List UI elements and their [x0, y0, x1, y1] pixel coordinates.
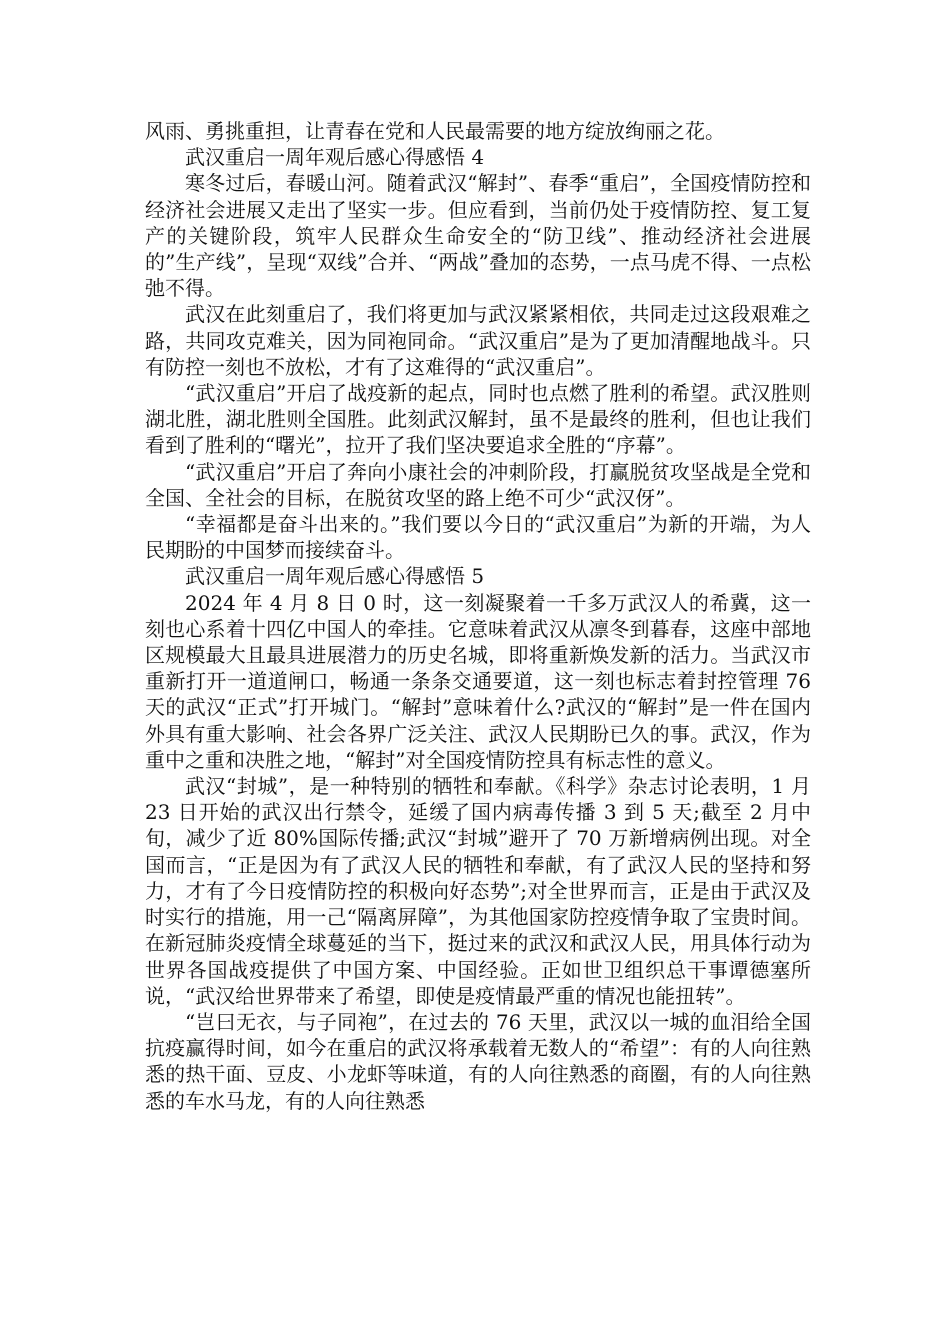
paragraph: “幸福都是奋斗出来的。”我们要以今日的“武汉重启”为新的开端，为人民期盼的中国梦而接续奋斗。	[145, 512, 811, 563]
paragraph: 武汉在此刻重启了，我们将更加与武汉紧紧相依，共同走过这段艰难之路，共同攻克难关，因为同袍同命。“武汉重启”是为了更加清醒地战斗。只有防控一刻也不放松，才有了这难得的“武汉重启”。	[145, 302, 811, 379]
paragraph: 寒冬过后，春暖山河。随着武汉“解封”、春季“重启”，全国疫情防控和经济社会进展又走出了坚实一步。但应看到，当前仍处于疫情防控、复工复产的关键阶段，筑牢人民群众生命安全的“防卫线”、推动经济社会进展的”生产线”，呈现“双线”合并、“两战”叠加的态势，一点马虎不得、一点松弛不得。	[145, 171, 811, 301]
paragraph: “武汉重启”开启了战疫新的起点，同时也点燃了胜利的希望。武汉胜则湖北胜，湖北胜则全国胜。此刻武汉解封，虽不是最终的胜利，但也让我们看到了胜利的“曙光”，拉开了我们坚决要追求全胜的“序幕”。	[145, 381, 811, 458]
section-heading-5: 武汉重启一周年观后感心得感悟 5	[185, 564, 485, 589]
paragraph: 武汉“封城”，是一种特别的牺牲和奉献。《科学》杂志讨论表明，1 月 23 日开始的武汉出行禁令，延缓了国内病毒传播 3 到 5 天;截至 2 月中旬，减少了近 80%国际传播;武汉“封城”避开了 70 万新增病例出现。对全国而言，“正是因为有了武汉人民的牺牲和奉献，有了武汉人民的坚持和努力，才有了今日疫情防控的积极向好态势”;对全世界而言，正是由于武汉及时实行的措施，用一己“隔离屏障”，为其他国家防控疫情争取了宝贵时间。在新冠肺炎疫情全球蔓延的当下，挺过来的武汉和武汉人民，用具体行动为世界各国战疫提供了中国方案、中国经验。正如世卫组织总干事谭德塞所说，“武汉给世界带来了希望，即使是疫情最严重的情况也能扭转”。	[145, 774, 811, 1008]
paragraph: “武汉重启”开启了奔向小康社会的冲刺阶段，打赢脱贫攻坚战是全党和全国、全社会的目标，在脱贫攻坚的路上绝不可少“武汉伢”。	[145, 459, 811, 510]
paragraph: 2024 年 4 月 8 日 0 时，这一刻凝聚着一千多万武汉人的希冀，这一刻也心系着十四亿中国人的牵挂。它意味着武汉从凛冬到暮春，这座中部地区规模最大且最具进展潜力的历史名城，即将重新焕发新的活力。当武汉市重新打开一道道闸口，畅通一条条交通要道，这一刻也标志着封控管理 76 天的武汉“正式”打开城门。“解封”意味着什么?武汉的“解封”是一件在国内外具有重大影响、社会各界广泛关注、武汉人民期盼已久的事。武汉，作为重中之重和决胜之地，“解封”对全国疫情防控具有标志性的意义。	[145, 590, 811, 772]
document-body	[145, 118, 811, 1114]
section-heading-4: 武汉重启一周年观后感心得感悟 4	[185, 145, 485, 170]
paragraph-continuation: 风雨、勇挑重担，让青春在党和人民最需要的地方绽放绚丽之花。	[145, 119, 725, 143]
paragraph: “岂曰无衣，与子同袍”，在过去的 76 天里，武汉以一城的血泪给全国抗疫赢得时间，如今在重启的武汉将承载着无数人的“希望”：有的人向往熟悉的热干面、豆皮、小龙虾等味道，有的人向往熟悉的商圈，有的人向往熟悉的车水马龙，有的人向往熟悉	[145, 1009, 811, 1113]
